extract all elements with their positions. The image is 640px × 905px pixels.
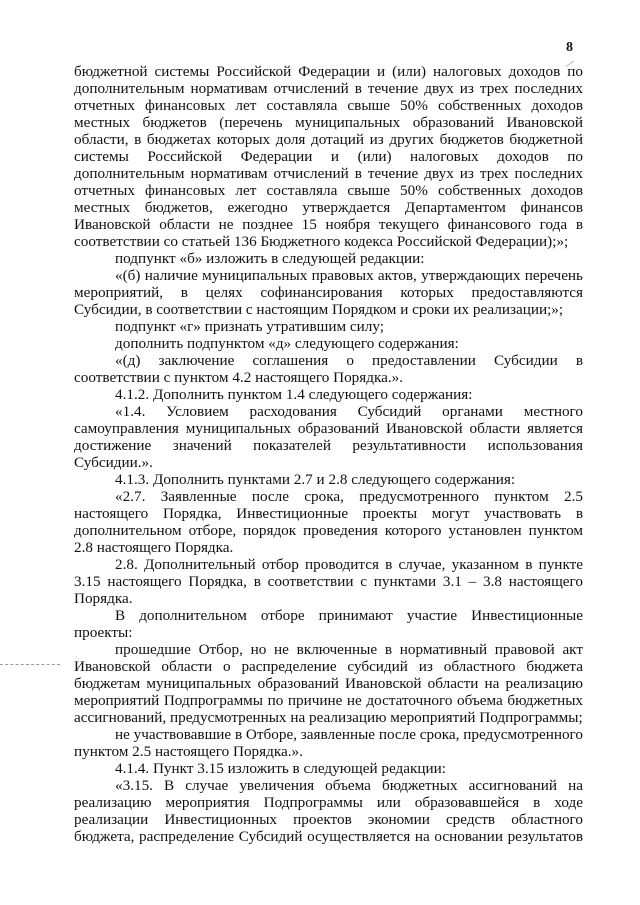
paragraph-2-8: 2.8. Дополнительный отбор проводится в случае, указанном в пункте 3.15 настоящего Порядка, в соответствии с пунктами 3.1 – 3.8 настоящего Порядка. xyxy=(74,556,583,607)
paragraph-subitem-b: «(б) наличие муниципальных правовых актов, утверждающих перечень мероприятий, в целях софинансирования которых предоставляются Субсидии, в соответствии с настоящим Порядком и сроки их реализации;»; xyxy=(74,267,583,318)
paragraph-subitem-g: подпункт «г» признать утратившим силу; xyxy=(115,318,384,335)
paragraph-subitem-b-intro: подпункт «б» изложить в следующей редакции: xyxy=(115,250,425,267)
paragraph-1-4: «1.4. Условием расходования Субсидий органами местного самоуправления муниципальных образований Ивановской области является достижение значений показателей результативности использования Субсидии.». xyxy=(74,403,583,471)
paragraph-continuation: бюджетной системы Российской Федерации и (или) налоговых доходов по дополнительным нормативам отчислений в течение двух из трех последних отчетных финансовых лет составляла свыше 50% собственных доходов местных бюджетов (перечень муниципальных образований Ивановской области, в бюджетах которых доля дотаций из других бюджетов бюджетной системы Российской Федерации и (или) налоговых доходов по дополнительным нормативам отчислений в течение двух из трех последних отчетных финансовых лет составляла свыше 50% собственных доходов местных бюджетов, ежегодно утверждается Департаментом финансов Ивановской области не позднее 15 ноября текущего финансового года в соответствии со статьей 136 Бюджетного кодекса Российской Федерации);»; xyxy=(74,63,583,250)
paragraph-4-1-4: 4.1.4. Пункт 3.15 изложить в следующей редакции: xyxy=(115,760,446,777)
paragraph-3-15: «3.15. В случае увеличения объема бюджетных ассигнований на реализацию мероприятия Подпрограммы или образовавшейся в ходе реализации Инвестиционных проектов экономии средств областного бюджета, распределение Субсидий осуществляется на основании результатов xyxy=(74,777,583,845)
margin-mark xyxy=(0,664,60,665)
paragraph-subitem-d-intro: дополнить подпунктом «д» следующего содержания: xyxy=(115,335,459,352)
paragraph-2-7: «2.7. Заявленные после срока, предусмотренного пунктом 2.5 настоящего Порядка, Инвестиционные проекты могут участвовать в дополнительном отборе, порядок проведения которого установлен пунктом 2.8 настоящего Порядка. xyxy=(74,488,583,556)
paragraph-not-participated: не участвовавшие в Отборе, заявленные после срока, предусмотренного пунктом 2.5 настоящего Порядка.». xyxy=(74,726,583,760)
paragraph-4-1-2: 4.1.2. Дополнить пунктом 1.4 следующего содержания: xyxy=(115,386,473,403)
paragraph-subitem-d: «(д) заключение соглашения о предоставлении Субсидии в соответствии с пунктом 4.2 настоящего Порядка.». xyxy=(74,352,583,386)
page-number: 8 xyxy=(566,40,573,55)
paragraph-passed-selection: прошедшие Отбор, но не включенные в нормативный правовой акт Ивановской области о распределение субсидий из областного бюджета бюджетам муниципальных образований Ивановской области на реализацию мероприятий Подпрограммы по причине не достаточного объема бюджетных ассигнований, предусмотренных на реализацию мероприятий Подпрограммы; xyxy=(74,641,583,726)
document-body xyxy=(74,63,583,845)
paragraph-4-1-3: 4.1.3. Дополнить пунктами 2.7 и 2.8 следующего содержания: xyxy=(115,471,516,488)
paragraph-additional-selection: В дополнительном отборе принимают участие Инвестиционные проекты: xyxy=(74,607,583,641)
